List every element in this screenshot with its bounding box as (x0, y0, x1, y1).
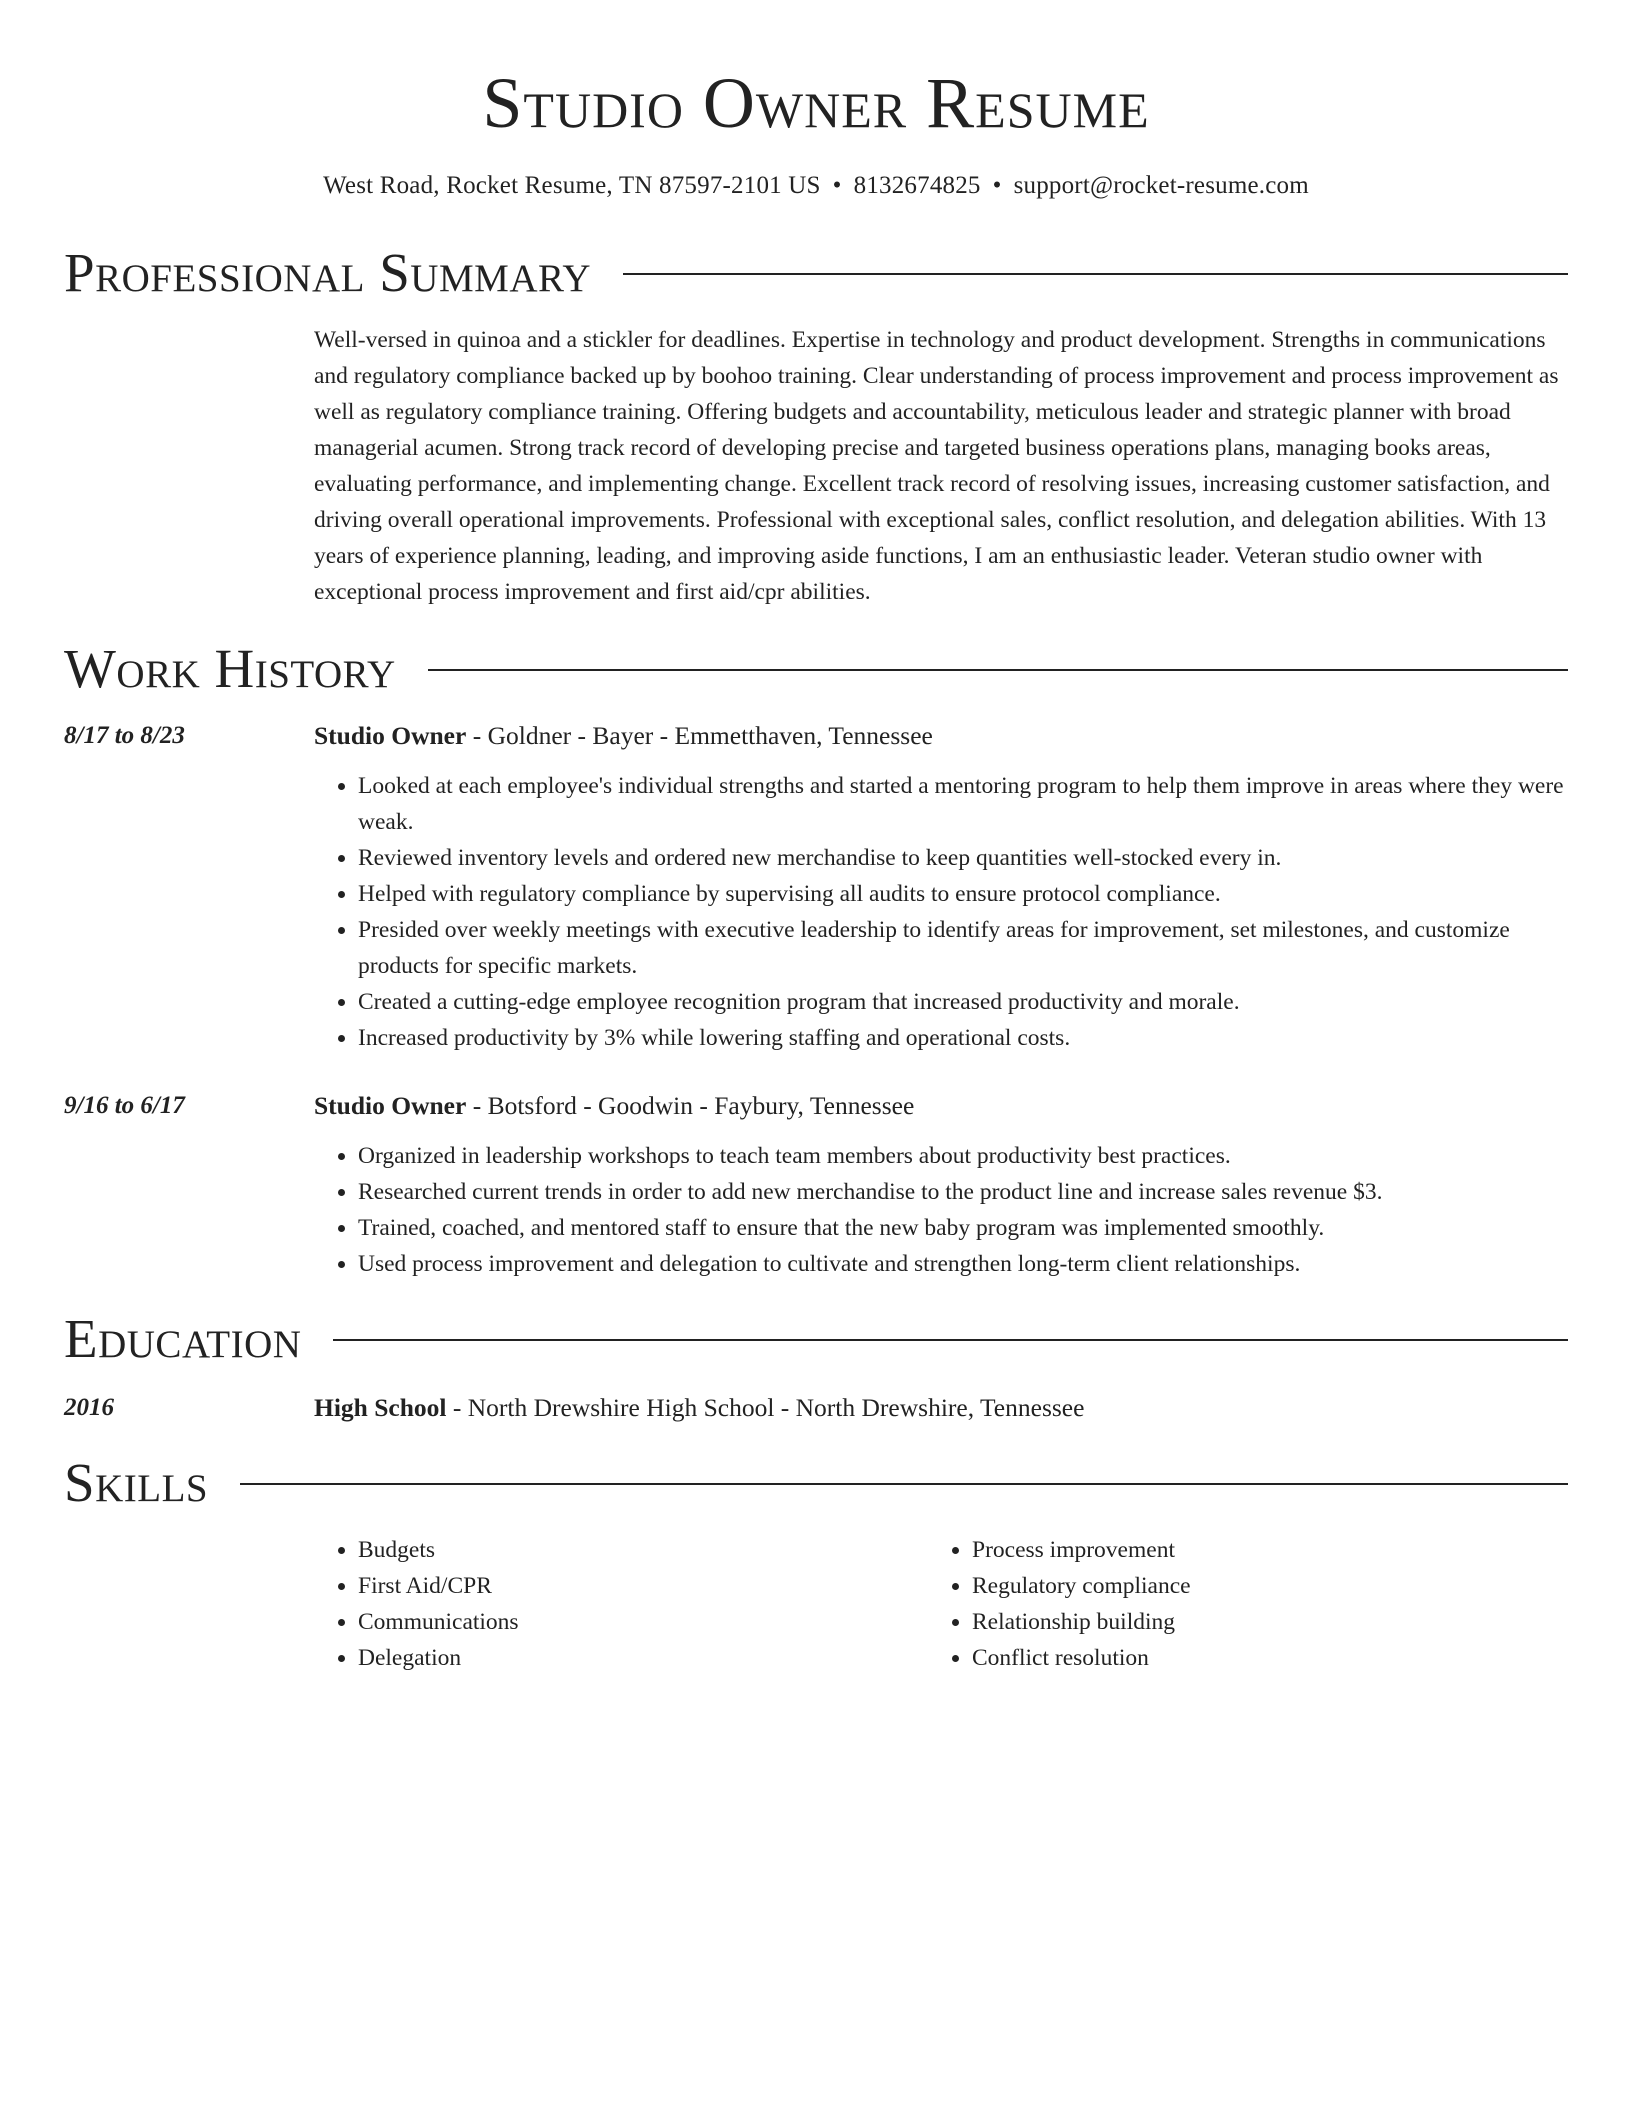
section-divider (623, 273, 1568, 275)
skills-list (314, 1532, 1568, 1676)
job-bullet: • Trained, coached, and mentored staff to ensure that the new baby program was implemented smoothly. (358, 1210, 1568, 1246)
job-header (314, 1088, 1568, 1124)
education-body (314, 1390, 1568, 1426)
skill-item: • Relationship building (972, 1604, 1542, 1640)
job-entry (64, 1088, 1568, 1282)
job-body (314, 1088, 1568, 1282)
contact-line (64, 170, 1568, 202)
section-divider (333, 1339, 1568, 1341)
education-entry (64, 1390, 1568, 1426)
skills-column-left (314, 1532, 928, 1676)
skill-item: • Process improvement (972, 1532, 1542, 1568)
skills-bullets (928, 1532, 1542, 1676)
section-title: Education (64, 1308, 302, 1369)
job-employer: - Goldner - Bayer - Emmetthaven, Tennessee (466, 721, 933, 750)
contact-address: West Road, Rocket Resume, TN 87597-2101 US (323, 172, 821, 199)
section-divider (240, 1483, 1568, 1485)
job-header (314, 718, 1568, 754)
job-bullet: • Looked at each employee's individual strengths and started a mentoring program to help them improve in areas where they were weak. (358, 768, 1568, 840)
education-school: - North Drewshire High School - North Drewshire, Tennessee (446, 1393, 1085, 1422)
section-title: Professional Summary (64, 242, 592, 303)
job-bullet: • Researched current trends in order to add new merchandise to the product line and increase sales revenue $3. (358, 1174, 1568, 1210)
skills-bullets (314, 1532, 928, 1676)
contact-phone: 8132674825 (853, 172, 981, 199)
skills-column-right (928, 1532, 1542, 1676)
job-bullet: • Used process improvement and delegation to cultivate and strengthen long-term client relationships. (358, 1246, 1568, 1282)
professional-summary-section (64, 242, 1568, 610)
job-bullet: • Presided over weekly meetings with executive leadership to identify areas for improvement, set milestones, and customize products for specific markets. (358, 912, 1568, 984)
job-title: Studio Owner (314, 721, 467, 750)
job-bullets (314, 768, 1568, 1056)
job-entry (64, 718, 1568, 1056)
education-year: 2016 (64, 1394, 114, 1421)
job-bullets (314, 1138, 1568, 1282)
skill-item: • Communications (358, 1604, 928, 1640)
job-dates: 9/16 to 6/17 (64, 1092, 185, 1119)
education-degree: High School (314, 1393, 447, 1422)
work-history-section (64, 638, 1568, 1282)
skill-item: • Regulatory compliance (972, 1568, 1542, 1604)
education-section (64, 1308, 1568, 1426)
job-dates: 8/17 to 8/23 (64, 722, 185, 749)
skills-section (64, 1452, 1568, 1676)
skill-item: • Conflict resolution (972, 1640, 1542, 1676)
summary-paragraph: Well-versed in quinoa and a stickler for deadlines. Expertise in technology and product development. Strengths in communications and regulatory compliance backed up by boohoo training. Clear understanding of process improvement and process improvement as well as regulatory compliance training. Offering budgets and accountability, meticulous leader and strategic planner with broad managerial acumen. Strong track record of developing precise and targeted business operations plans, managing books areas, evaluating performance, and implementing change. Excellent track record of resolving issues, increasing customer satisfaction, and driving overall operational improvements. Professional with exceptional sales, conflict resolution, and delegation abilities. With 13 years of experience planning, leading, and improving aside functions, I am an enthusiastic leader. Veteran studio owner with exceptional process improvement and first aid/cpr abilities. (314, 327, 1559, 605)
contact-separator: • (832, 172, 842, 199)
job-bullet: • Reviewed inventory levels and ordered new merchandise to keep quantities well-stocked every in. (358, 840, 1568, 876)
section-heading (64, 638, 1568, 700)
section-heading (64, 1308, 1568, 1370)
contact-separator: • (992, 172, 1002, 199)
skill-item: • First Aid/CPR (358, 1568, 928, 1604)
job-bullet: • Increased productivity by 3% while lowering staffing and operational costs. (358, 1020, 1568, 1056)
job-employer: - Botsford - Goodwin - Faybury, Tennessee (466, 1091, 915, 1120)
skill-item: • Budgets (358, 1532, 928, 1568)
section-title: Skills (64, 1452, 209, 1513)
section-title: Work History (64, 638, 396, 699)
section-heading (64, 1452, 1568, 1514)
job-bullet: • Organized in leadership workshops to teach team members about productivity best practices. (358, 1138, 1568, 1174)
job-bullet: • Helped with regulatory compliance by supervising all audits to ensure protocol compliance. (358, 876, 1568, 912)
section-heading (64, 242, 1568, 304)
job-bullet: • Created a cutting-edge employee recognition program that increased productivity and morale. (358, 984, 1568, 1020)
skill-item: • Delegation (358, 1640, 928, 1676)
job-body (314, 718, 1568, 1056)
contact-email: support@rocket-resume.com (1013, 172, 1309, 199)
education-header (314, 1390, 1568, 1426)
section-divider (428, 669, 1568, 671)
job-title: Studio Owner (314, 1091, 467, 1120)
resume-title: Studio Owner Resume (482, 63, 1150, 143)
